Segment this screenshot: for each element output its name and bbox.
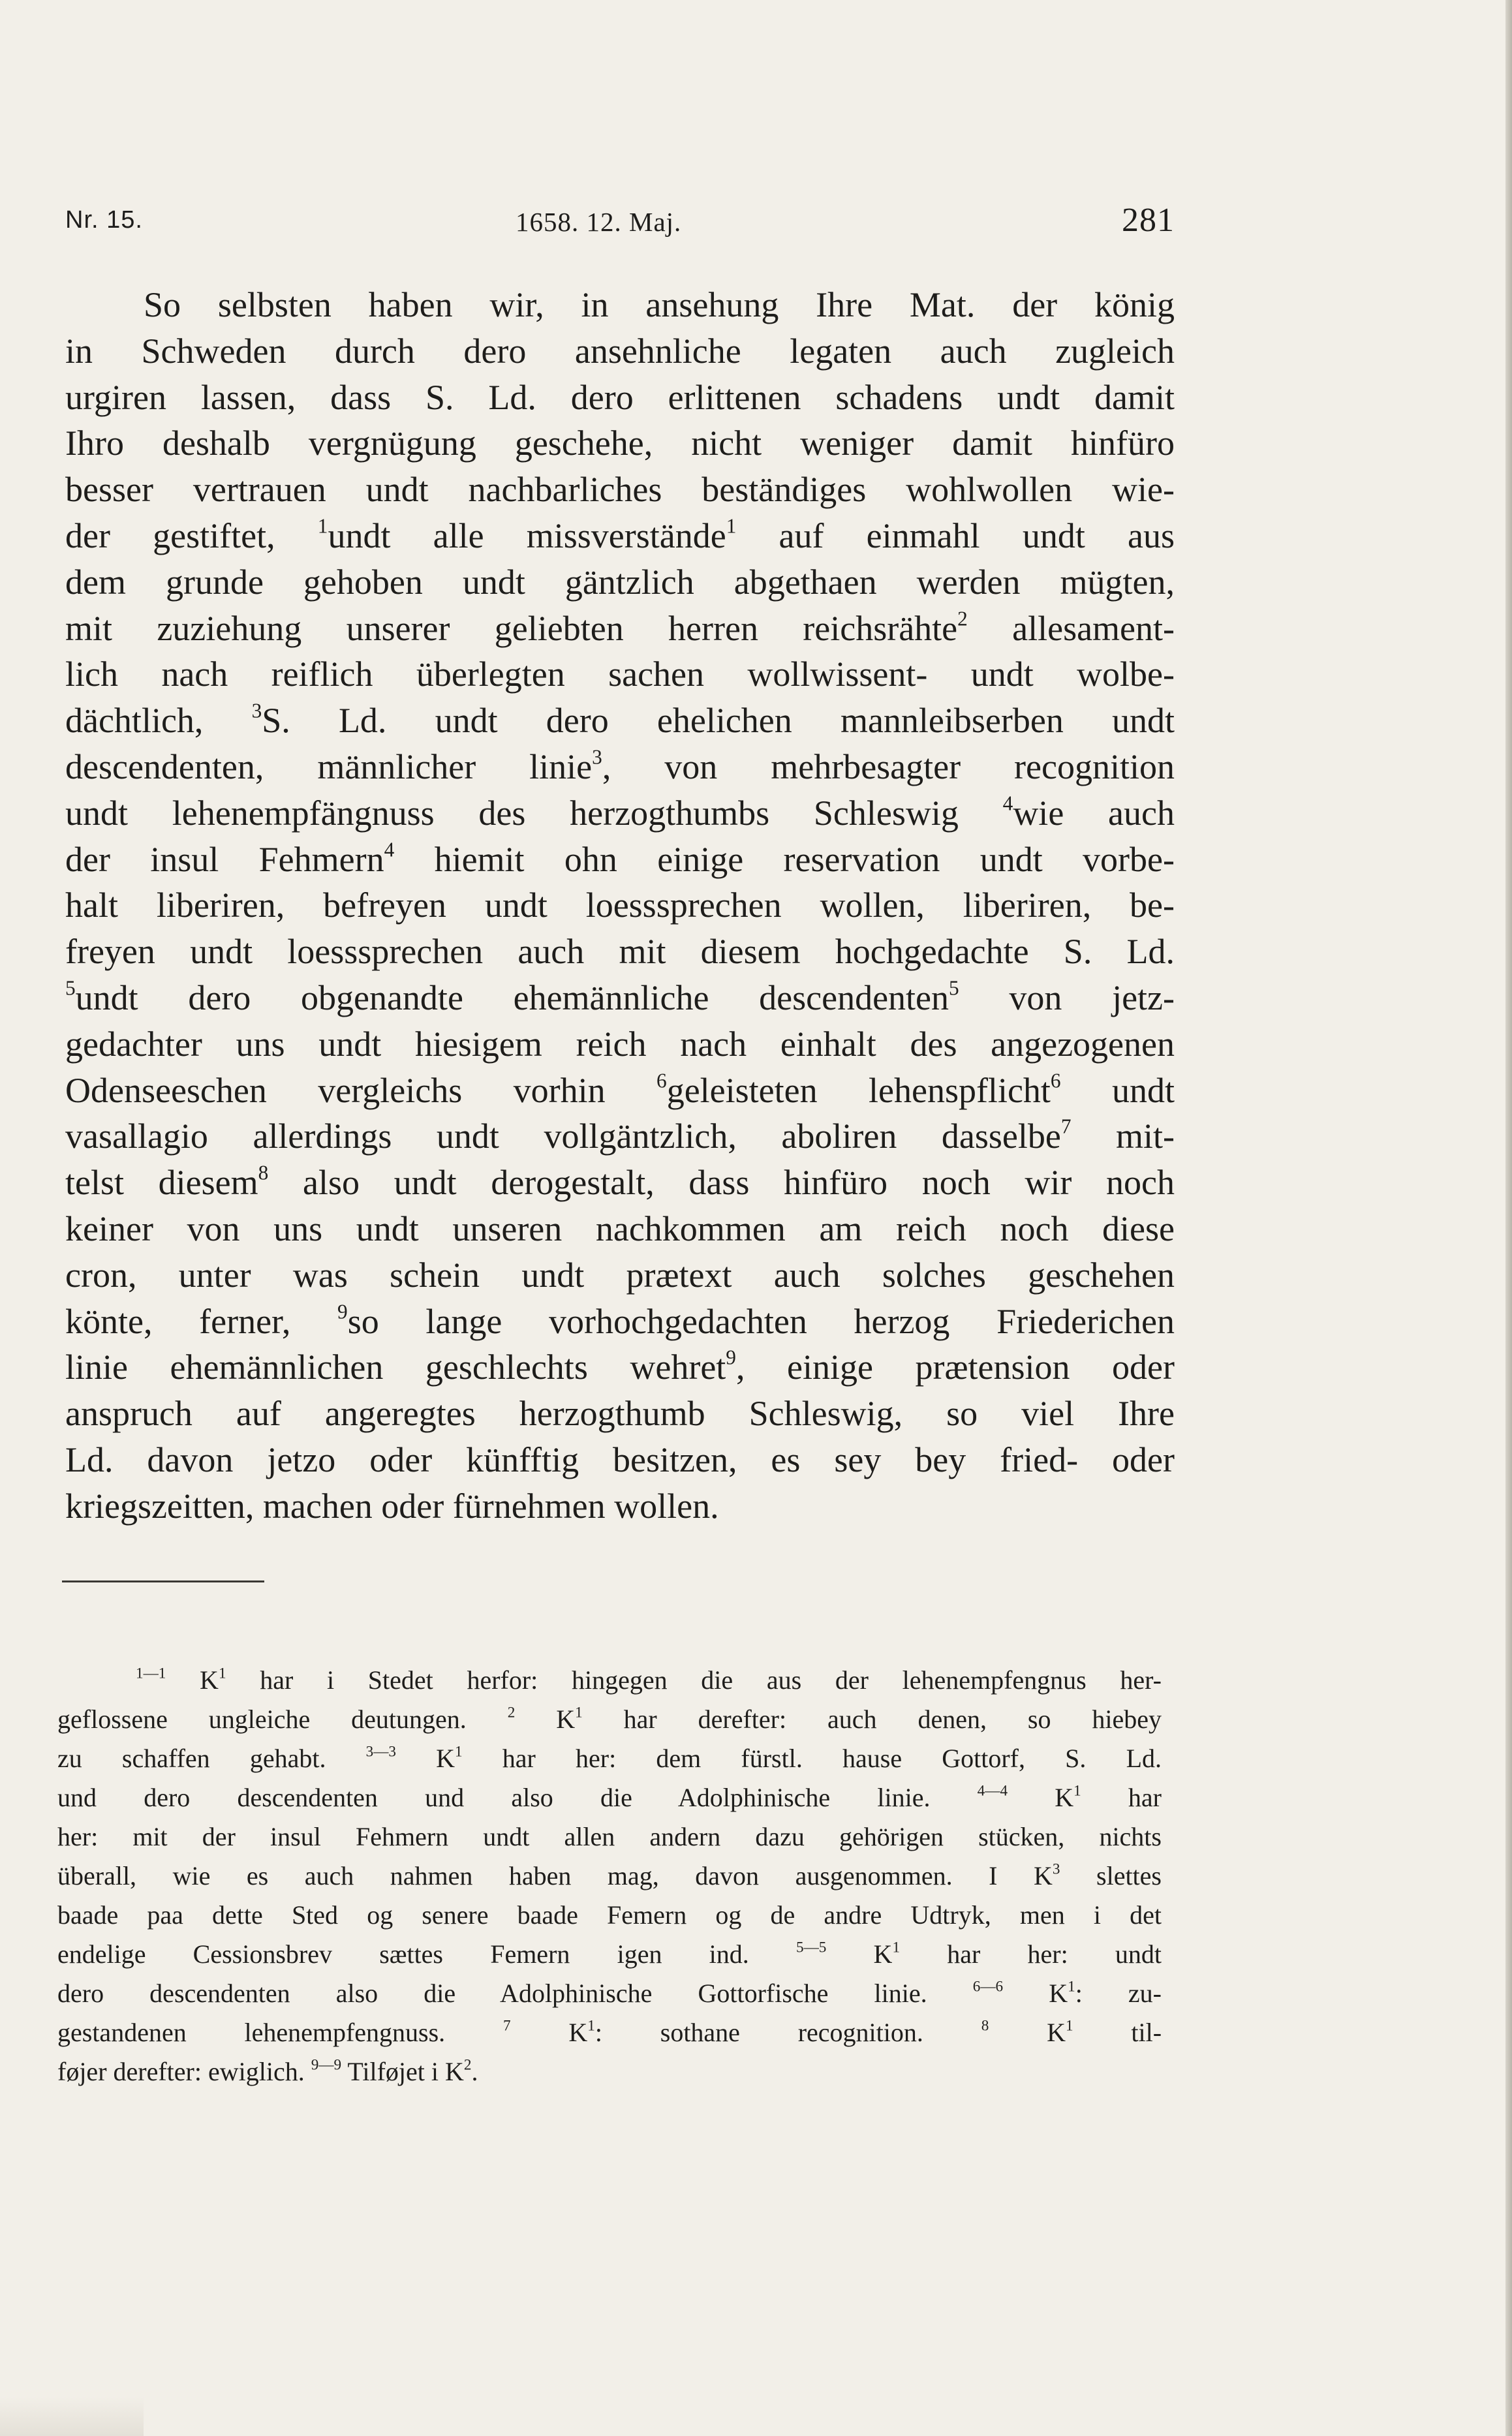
page-edge [1505, 0, 1512, 2436]
footnote-line: und dero descendenten und also die Adolphinische linie. $^{4—4}$ $K^1$ har [57, 1782, 1162, 1812]
footnote-line: føjer derefter: ewiglich. $^{9—9}$ Tilføjet i $K^2$. [57, 2056, 478, 2086]
text-line: freyen undt loesssprechen auch mit diesem hochgedachte S. Ld. [65, 932, 1175, 972]
text-line: gedachter uns undt hiesigem reich nach einhalt des angezogenen [65, 1024, 1175, 1064]
text-line: in Schweden durch dero ansehnliche legaten auch zugleich [65, 331, 1175, 371]
text-line: $^5$undt dero obgenandte ehemännliche descendenten$^5$ von jetz- [65, 976, 1175, 1017]
text-line: descendenten, männlicher linie$^3$, von mehrbesagter recognition [65, 745, 1175, 786]
running-header [65, 201, 1175, 240]
text-line: anspruch auf angeregtes herzogthumb Schleswig, so viel Ihre [65, 1394, 1175, 1434]
text-line: der gestiftet, $^1$undt alle missverständе$^1$ auf einmahl undt aus [65, 514, 1175, 555]
text-line: Ihro deshalb vergnügung geschehe, nicht weniger damit hinfüro [65, 424, 1175, 463]
footnote-line: baade paa dette Sted og senere baade Femern og de andre Udtryk, men i det [57, 1900, 1162, 1930]
footnote-line: überall, wie es auch nahmen haben mag, davon ausgenommen. I $K^3$ slettes [57, 1860, 1162, 1890]
text-line: So selbsten haben wir, in ansehung Ihre Mat. der könig [144, 285, 1175, 324]
text-line: lich nach reiflich überlegten sachen wollwissent- undt wolbe- [65, 655, 1175, 694]
page-number: 281 [1122, 202, 1175, 239]
text-line: könte, ferner, $^9$so lange vorhochgedachten herzog Friederichen [65, 1299, 1175, 1341]
footnotes [57, 1661, 1162, 2091]
text-line: dem grunde gehoben undt gäntzlich abgethaen werden mügten, [65, 562, 1175, 602]
text-line: undt lehenempfängnuss des herzogthumbs Schleswig $^4$wie auch [65, 792, 1175, 833]
footnote-line: endelige Cessionsbrev sættes Femern igen ind. $^{5—5}$ $K^1$ har her: undt [57, 1939, 1162, 1969]
text-line: keiner von uns undt unseren nachkommen am reich noch diese [65, 1209, 1175, 1248]
main-text [65, 282, 1175, 1530]
page-corner-shadow [0, 2397, 144, 2436]
text-line: besser vertrauen undt nachbarliches beständiges wohlwollen wie- [65, 470, 1175, 510]
text-line: kriegszeitten, machen oder fürnehmen wollen. [65, 1486, 719, 1526]
text-line: der insul Fehmern$^4$ hiemit ohn einige reservation undt vorbe- [65, 838, 1175, 879]
text-line: vasallagio allerdings undt vollgäntzlich, aboliren dasselbe$^7$ mit- [65, 1115, 1175, 1156]
footnote-line: geflossene ungleiche deutungen. $^2$ $K^1$ har derefter: auch denen, so hiebey [57, 1704, 1162, 1734]
text-line: halt liberiren, befreyen undt loesssprechen wollen, liberiren, be- [65, 886, 1175, 925]
footnote-separator [62, 1580, 264, 1582]
footnote-line: $^{1—1}$ $K^1$ har i Stedet herfor: hingegen die aus der lehenempfengnus her- [136, 1665, 1162, 1695]
text-line: cron, unter was schein undt prætext auch solches geschehen [65, 1255, 1175, 1295]
text-line: Odenseeschen vergleichs vorhin $^6$geleisteten lehenspflicht$^6$ undt [65, 1069, 1175, 1110]
footnote-line: gestandenen lehenempfengnuss. $^7$ $K^1$: sothane recognition. $^8$ $K^1$ til- [57, 2017, 1162, 2047]
document-number: Nr. 15. [65, 206, 143, 234]
text-line: urgiren lassen, dass S. Ld. dero erlittenen schadens undt damit [65, 377, 1175, 417]
text-line: Ld. davon jetzo oder künfftig besitzen, es sey bey fried- oder [65, 1440, 1175, 1479]
text-line: linie ehemännlichen geschlechts wehret$^9$, einige prætension oder [65, 1346, 1175, 1387]
text-line: dächtlich, $^3$S. Ld. undt dero ehelichen mannleibserben undt [65, 699, 1175, 741]
document-date: 1658. 12. Maj. [516, 207, 682, 237]
text-line: mit zuziehung unserer geliebten herren reichsrähte$^2$ allesament- [65, 607, 1175, 648]
footnote-line: dero descendenten also die Adolphinische Gottorfische linie. $^{6—6}$ $K^1$: zu- [57, 1978, 1162, 2008]
footnote-line: her: mit der insul Fehmern undt allen andern dazu gehörigen stücken, nichts [57, 1822, 1162, 1851]
footnote-line: zu schaffen gehabt. $^{3—3}$ $K^1$ har her: dem fürstl. hause Gottorf, S. Ld. [57, 1743, 1162, 1773]
text-line: telst diesem$^8$ also undt derogestalt, dass hinfüro noch wir noch [65, 1161, 1175, 1203]
